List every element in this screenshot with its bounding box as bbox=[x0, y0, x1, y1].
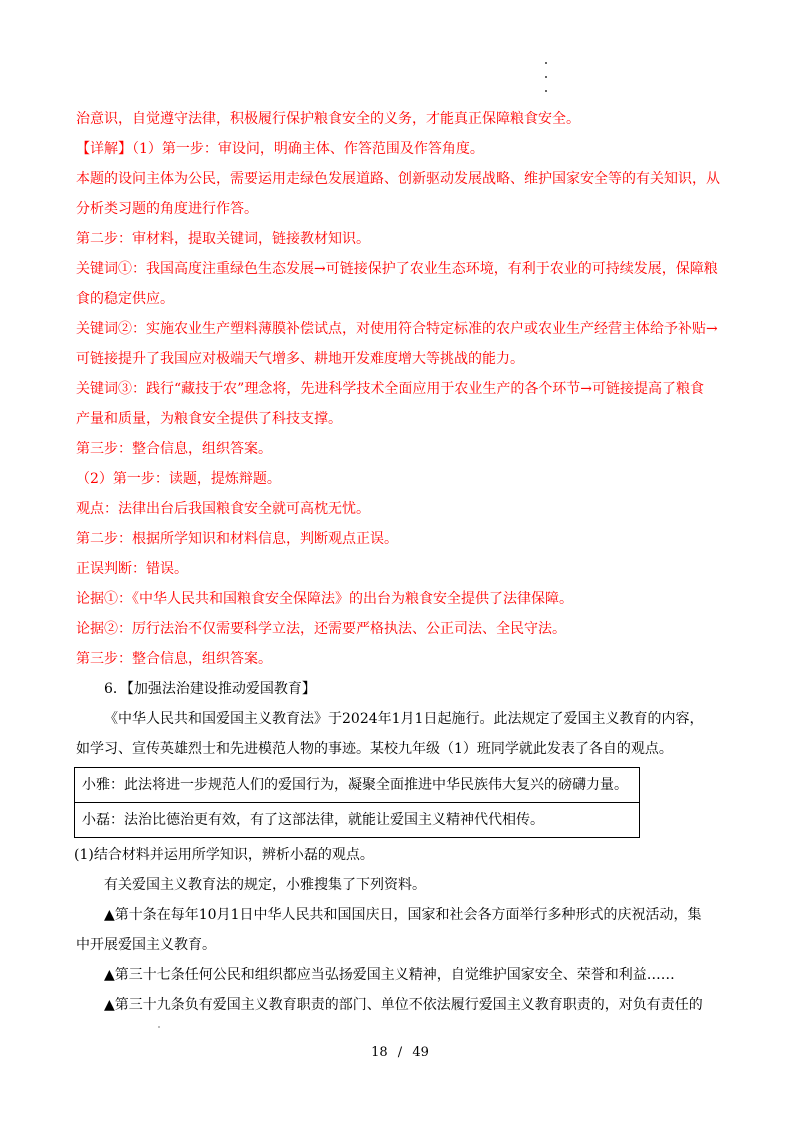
sub-question: (1)结合材料并运用所学知识，辨析小磊的观点。 bbox=[74, 847, 374, 863]
text-line: （2）第一步：读题，提炼辩题。 bbox=[76, 471, 281, 487]
text-line: 《中华人民共和国爱国主义教育法》于2024年1月1日起施行。此法规定了爱国主义教育的内容， bbox=[104, 711, 704, 727]
text-line: 第二步：审材料，提取关键词，链接教材知识。 bbox=[76, 231, 370, 247]
header-dots bbox=[540, 62, 552, 106]
opinion-row: 小磊：法治比德治更有效，有了这部法律，就能让爱国主义精神代代相传。 bbox=[75, 802, 639, 837]
text-line: 产量和质量，为粮食安全提供了科技支撑。 bbox=[76, 411, 342, 427]
law-article: ▲第三十七条任何公民和组织都应当弘扬爱国主义精神，自觉维护国家安全、荣誉和利益…… bbox=[104, 967, 675, 983]
opinion-row: 小雅：此法将进一步规范人们的爱国行为，凝聚全面推进中华民族伟大复兴的磅礴力量。 bbox=[82, 777, 628, 793]
text-line: 可链接提升了我国应对极端天气增多、耕地开发难度增大等挑战的能力。 bbox=[76, 351, 524, 367]
current-page: 18 bbox=[371, 1045, 388, 1060]
text-line: 关键词①：我国高度注重绿色生态发展→可链接保护了农业生态环境，有利于农业的可持续发展，保障粮 bbox=[76, 261, 718, 277]
law-article: ▲第三十九条负有爱国主义教育职责的部门、单位不依法履行爱国主义教育职责的，对负有责任的 bbox=[104, 997, 703, 1013]
text-line: 论据②：厉行法治不仅需要科学立法，还需要严格执法、公正司法、全民守法。 bbox=[76, 621, 566, 637]
text-line: 有关爱国主义教育法的规定，小雅搜集了下列资料。 bbox=[104, 877, 426, 893]
text-line: 治意识，自觉遵守法律，积极履行保护粮食安全的义务，才能真正保障粮食安全。 bbox=[76, 111, 580, 127]
page-separator: / bbox=[397, 1045, 403, 1060]
text-line: 关键词③：践行“藏技于农”理念将，先进科学技术全面应用于农业生产的各个环节→可链接提高了粮食 bbox=[76, 381, 705, 397]
text-line: 【详解】（1）第一步：审设问，明确主体、作答范围及作答角度。 bbox=[76, 141, 484, 157]
text-line: 正误判断：错误。 bbox=[76, 561, 188, 577]
text-line: 如学习、宣传英雄烈士和先进模范人物的事迹。某校九年级（1）班同学就此发表了各自的观点。 bbox=[76, 741, 673, 757]
text-line: 第三步：整合信息，组织答案。 bbox=[76, 441, 272, 457]
text-line: 本题的设问主体为公民，需要运用走绿色发展道路、创新驱动发展战略、维护国家安全等的有关知识，从 bbox=[76, 171, 720, 187]
opinion-table bbox=[74, 767, 640, 838]
page-number bbox=[0, 1044, 800, 1062]
law-article: ▲第十条在每年10月1日中华人民共和国国庆日，国家和社会各方面举行多种形式的庆祝活动，集 bbox=[104, 907, 702, 923]
total-pages: 49 bbox=[412, 1045, 429, 1060]
text-line: 中开展爱国主义教育。 bbox=[76, 937, 216, 953]
text-line: 观点：法律出台后我国粮食安全就可高枕无忧。 bbox=[76, 501, 370, 517]
text-line: 分析类习题的角度进行作答。 bbox=[76, 201, 258, 217]
question-title: 6．【加强法治建设推动爱国教育】 bbox=[104, 681, 316, 697]
text-line: 食的稳定供应。 bbox=[76, 291, 174, 307]
text-line: 第二步：根据所学知识和材料信息，判断观点正误。 bbox=[76, 531, 398, 547]
text-line: 论据①：《中华人民共和国粮食安全保障法》的出台为粮食安全提供了法律保障。 bbox=[76, 591, 573, 607]
text-line: 第三步：整合信息，组织答案。 bbox=[76, 651, 272, 667]
text-line: 关键词②：实施农业生产塑料薄膜补偿试点，对使用符合特定标准的农户或农业生产经营主体给予补贴→ bbox=[76, 321, 718, 337]
speck bbox=[158, 1026, 160, 1028]
